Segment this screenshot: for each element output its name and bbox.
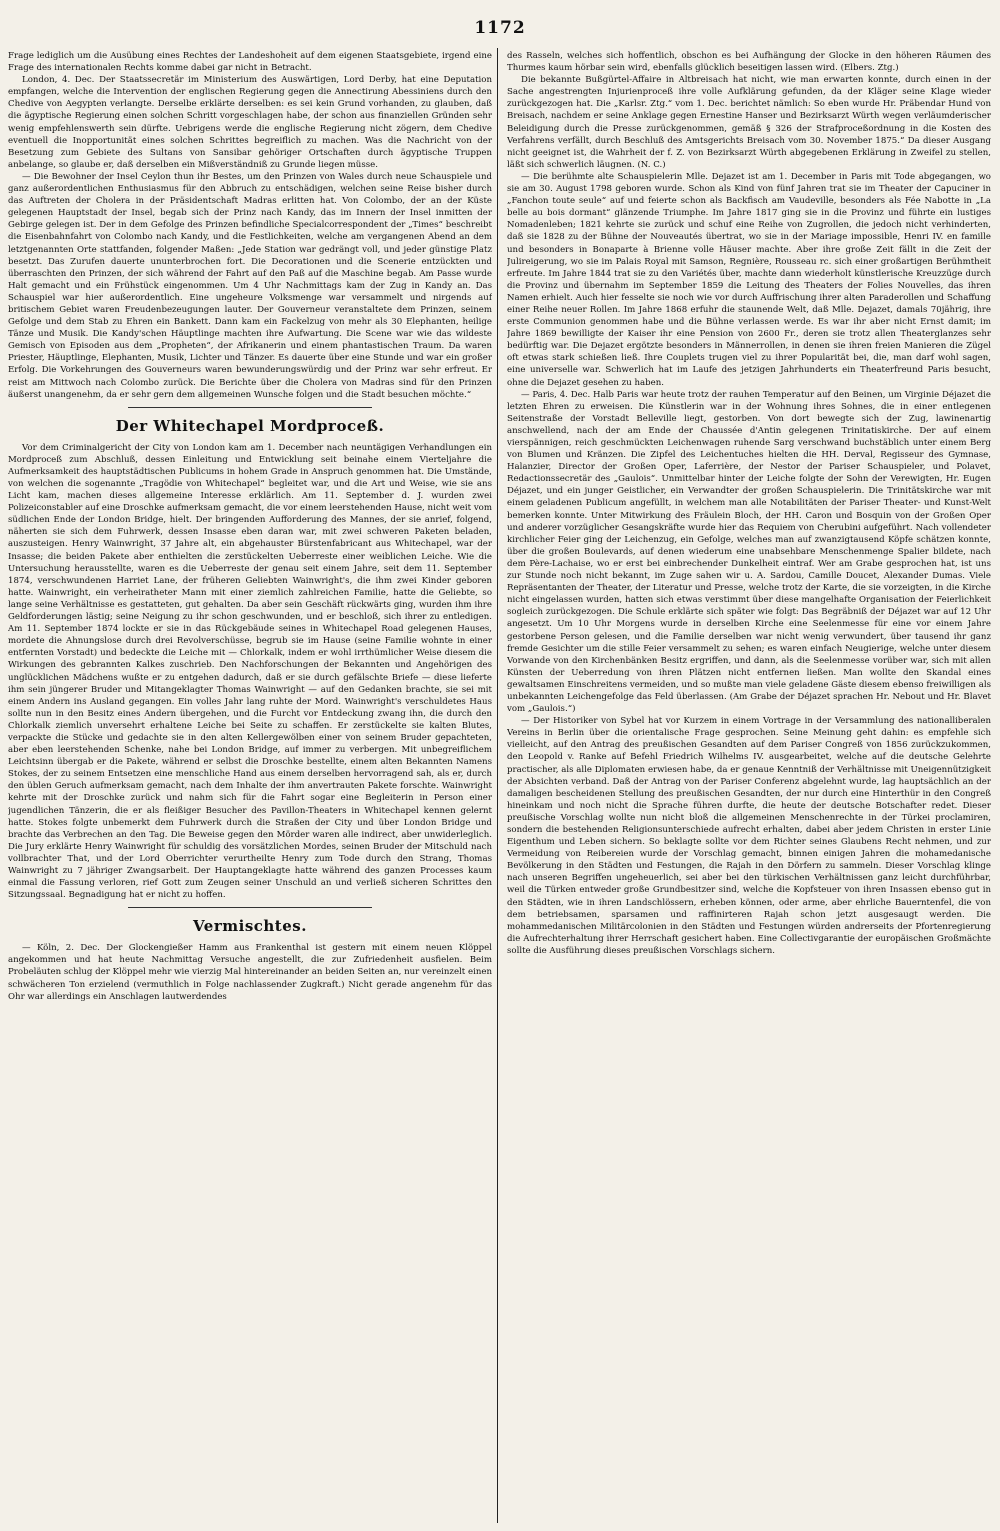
- article-paragraph: — Der Historiker von Sybel hat vor Kurzem in einem Vortrage in der Versammlung des nationalliberalen Vereins in Berlin über die orientalische Frage gesprochen. Seine Meinung geht dahin: es empfehle sich vielleicht, auf den Antrag des preußischen Gesandten auf dem Pariser Congreß von 1856 zurückzukommen, den Leopold v. Ranke auf Befehl Friedrich Wilhelms IV. ausgearbeitet, welche auf die deutsche Gelehrte practischer, als alle Diplomaten erwiesen habe, da er genaue Kenntniß der Verhältnisse mit Uneigennützigkeit der Absichten verband. Daß der Antrag von der Pariser Conferenz abgelehnt wurde, lag hauptsächlich an der damaligen bescheidenen Stellung des preußischen Gesandten, der nur durch eine Hinterthür in den Congreß hineinkam und noch nicht die Sprache führen durfte, die heute der deutsche Botschafter redet. Dieser preußische Vorschlag wollte nun nicht bloß die allgemeinen Menschenrechte in der Türkei proclamiren, sondern die bestehenden Religionsunterschiede aufrecht erhalten, dabei aber jedem Christen in erster Linie Eigenthum und Leben sichern. So beklagte sollte vor dem Richter seines Glaubens Recht nehmen, und zur Vermeidung von Reibereien wurde der Vorschlag gemacht, binnen einigen Jahren die mohamedanische Bevölkerung in den Städten und Festungen, die Rajah in den Dörfern zu sammeln. Dieser Vorschlag klinge nach unseren Begriffen ungeheuerlich, sei aber bei den türkischen Verhältnissen ganz leicht durchführbar, weil die Türken entweder große Grundbesitzer sind, welche die Kopfsteuer von ihren Insassen ebenso gut in den Städten, wie in ihren Landschlössern, erheben können, oder arme, aber ehrliche Bauerntenfel, die von dem betriebsamen, sparsamen und raffinirteren Rajah schon jetzt ausgesaugt werden. Die mohammedanischen Militärcolonien in den Städten und Festungen würden andrerseits der Pfortenregierung die Aufrechterhaltung ihrer Herrschaft gesichert haben. Eine Collectivgarantie der europäischen Großmächte sollte die Ausführung dieses preußischen Vorschlags sichern.: [507, 716, 991, 956]
- article-paragraph: Vor dem Criminalgericht der City von London kam am 1. December nach neuntägigen Verhandlungen ein Mordproceß zum Abschluß, dessen Einleitung und Entwicklung seit beinahe einem Vierteljahre die Aufmerksamkeit des hauptstädtischen Publicums in hohem Grade in Anspruch genommen hat. Die Umstände, von welchen die sogenannte „Tragödie von Whitechapel“ begleitet war, und die Art und Weise, wie sie ans Licht kam, machen dieses allgemeine Interesse erklärlich. Am 11. September d. J. wurden zwei Polizeiconstabler auf eine Droschke aufmerksam gemacht, die vor einem leerstehenden Hause, nicht weit vom südlichen Ende der London Bridge, hielt. Der bringenden Aufforderung des Mannes, der sie anrief, folgend, näherten sie sich dem Fuhrwerk, dessen Insasse eben daran war, mit zwei schweren Paketen beladen, auszusteigen. Henry Wainwright, 37 Jahre alt, ein abgehauster Bürstenfabricant aus Whitechapel, war der Insasse; die beiden Pakete aber enthielten die zerstückelten Ueberreste einer weiblichen Leiche. Wie die Untersuchung herausstellte, waren es die Ueberreste der genau seit einem Jahre, seit dem 11. September 1874, verschwundenen Harriet Lane, der früheren Geliebten Wainwright's, die ihm zwei Kinder geboren hatte. Wainwright, ein verheiratheter Mann mit einer ziemlich zahlreichen Familie, hatte die Geliebte, so lange seine Verhältnisse es gestatteten, gut gehalten. Da aber sein Geschäft rückwärts ging, wurden ihm ihre Geldforderungen lästig; seine Neigung zu ihr schon geschwunden, und er beschloß, sich ihrer zu entledigen. Am 11. September 1874 lockte er sie in das Rückgebäude seines in Whitechapel Road gelegenen Hauses, mordete die Ahnungslose durch drei Revolverschüsse, begrub sie im Hause (seine Familie wohnte in einer entfernten Vorstadt) und bedeckte die Leiche mit — Chlorkalk, indem er wohl irrthümlicher Weise diesem die Wirkungen des gebrannten Kalkes zuschrieb. Den Nachforschungen der Bekannten und Angehörigen des unglücklichen Mädchens wußte er zu entgehen dadurch, daß er sie durch gefälschte Briefe — diese lieferte ihm sein jüngerer Bruder und Mitangeklagter Thomas Wainwright — auf den Gedanken brachte, sie sei mit einem Andern ins Ausland gegangen. Ein volles Jahr lang ruhte der Mord. Wainwright's verschuldetes Haus sollte nun in den Besitz eines Andern übergehen, und die Furcht vor Entdeckung zwang ihn, die durch den Chlorkalk ziemlich unversehrt erhaltene Leiche bei Seite zu schaffen. Er zerstückelte sie kalten Blutes, verpackte die Stücke und gedachte sie in den alten Kellergewölben einer von seinem Bruder gepachteten, aber eben leerstehenden Schenke, nahe bei London Bridge, auf immer zu verbergen. Mit unbegreiflichem Leichtsinn übergab er die Pakete, während er selbst die Droschke bestellte, einem alten Bekannten Namens Stokes, der zu seinem Entsetzen eine menschliche Hand aus einem derselben hervorragend sah, als er, durch den üblen Geruch aufmerksam gemacht, nach dem Inhalte der ihm anvertrauten Pakete forschte. Wainwright kehrte mit der Droschke zurück und nahm sich für die Fahrt sogar eine Begleiterin in Person einer jugendlichen Tänzerin, die er als fleißiger Besucher des Pavillon-Theaters in Whitechapel kennen gelernt hatte. Stokes folgte unbemerkt dem Fuhrwerk durch die Straßen der City und über London Bridge und brachte das Verbrechen an den Tag. Die Beweise gegen den Mörder waren alle indirect, aber unwiderleglich. Die Jury erklärte Henry Wainwright für schuldig des vorsätzlichen Mordes, seinen Bruder der Mitschuld nach vollbrachter That, und der Lord Oberrichter verurtheilte Henry zum Tode durch den Strang, Thomas Wainwright zu 7 jähriger Zwangsarbeit. Der Hauptangeklagte hatte während des ganzen Processes kaum einmal die Fassung verloren, rief Gott zum Zeugen seiner Unschuld an und verließ sicheren Schrittes den Sitzungssaal. Begnadigung hat er nicht zu hoffen.: [8, 442, 492, 901]
- article-paragraph: London, 4. Dec. Der Staatssecretär im Ministerium des Auswärtigen, Lord Derby, hat eine Deputation empfangen, welche die Intervention der englischen Regierung gegen die Annectirung Abessiniens durch den Chedive von Aegypten verlangte. Derselbe erklärte derselben: es sei kein Grund vorhanden, zu glauben, daß die ägyptische Regierung einen solchen Schritt vorgeschlagen habe, der schon aus finanziellen Gründen sehr wenig empfehlenswerth sein dürfte. Uebrigens werde die englische Regierung nicht zögern, dem Chedive eventuell die Inopportunität eines solchen Schrittes begreiflich zu machen. Was die Nachricht von der Besetzung zum Gebiete des Sultans von Sansibar gehöriger Ortschaften durch ägyptische Truppen anbelange, so glaube er, daß derselben ein Mißverständniß zu Grunde liegen müsse.: [8, 75, 492, 170]
- article-paragraph: — Die berühmte alte Schauspielerin Mlle. Dejazet ist am 1. December in Paris mit Tode abgegangen, wo sie am 30. August 1798 geboren wurde. Schon als Kind von fünf Jahren trat sie im Theater der Capuciner in „Fanchon toute seule“ auf und feierte schon als Backfisch am Vaudeville, besonders als Fée Nabotte in „La belle au bois dormant“ glänzende Triumphe. Im Jahre 1817 ging sie in die Provinz und führte ein lustiges Nomadenleben; 1821 kehrte sie zurück und schuf eine Reihe von Zugrollen, die jedoch nicht verhinderten, daß sie 1828 zu der Bühne der Nouveautés übertrat, wo sie in der Mariage impossible, Henri IV. en famille und besonders in Bonaparte à Brienne volle Häuser machte. Aber ihre große Zeit fällt in die Zeit der Julireigerung, wo sie im Palais Royal mit Samson, Regnière, Rousseau rc. sich einer großartigen Berühmtheit erfreute. Im Jahre 1844 trat sie zu den Variétés über, machte dann wiederholt künstlerische Kreuzzüge durch die Provinz und übernahm im September 1859 die Leitung des Theaters der Folies Nouvelles, das ihren Namen erhielt. Auch hier fesselte sie noch wie vor durch Auffrischung ihrer alten Paraderollen und Schaffung einer Reihe neuer Rollen. Im Jahre 1868 erfuhr die staunende Welt, daß Mlle. Dejazet, damals 70jährig, ihre erste Communion genommen habe und die Bühne verlassen werde. Es war ihr aber nicht Ernst damit; im Jahre 1869 bewilligte der Kaiser ihr eine Pension von 2600 Fr., deren sie trotz allen Theaterglanzes sehr bedürftig war. Die Dejazet ergötzte besonders in Männerrollen, in denen sie ihren freien Manieren die Zügel oft etwas stark schießen ließ. Ihre Couplets trugen viel zu ihrer Popularität bei, die, man darf wohl sagen, eine universelle war. Schwerlich hat im Laufe des jetzigen Jahrhunderts ein Theaterfreund Paris besucht, ohne die Dejazet gesehen zu haben.: [507, 171, 991, 388]
- article-paragraph: — Köln, 2. Dec. Der Glockengießer Hamm aus Frankenthal ist gestern mit einem neuen Klöppel angekommen und hat heute Nachmittag Versuche angestellt, die zur Zufriedenheit ausfielen. Beim Probeläuten schlug der Klöppel mehr wie vierzig Mal hintereinander an beiden Seiten an, nur vereinzelt einen schwächeren Ton erzielend (vermuthlich in Folge nachlassender Zugkraft.) Nicht gerade angenehm für das Ohr war allerdings ein Anschlagen lautwerdendes: [8, 943, 492, 1002]
- left-column: [8, 50, 492, 1520]
- article-paragraph: — Die Bewohner der Insel Ceylon thun ihr Bestes, um den Prinzen von Wales durch neue Schauspiele und ganz außerordentlichen Enthusiasmus für den Abbruch zu entschädigen, welchen seine Reise bisher durch das Auftreten der Cholera in der Präsidentschaft Madras erlitten hat. Von Colombo, der an der Küste gelegenen Hauptstadt der Insel, begab sich der Prinz nach Kandy, das im Innern der Insel inmitten der Gebirge gelegen ist. Der in dem Gefolge des Prinzen befindliche Specialcorrespondent der „Times“ beschreibt die Eisenbahnfahrt von Colombo nach Kandy, und die Festlichkeiten, welche am vergangenen Abend an dem letztgenannten Orte stattfanden, folgender Maßen: „Jede Station war gedrängt voll, und jeder günstige Platz besetzt. Das Zurufen dauerte ununterbrochen fort. Die Decorationen und die Scenerie entzückten und überraschten den Prinzen, der sich während der Fahrt auf den Paß auf die Maschine begab. Am Passe wurde Halt gemacht und ein Frühstück eingenommen. Um 4 Uhr Nachmittags kam der Zug in Kandy an. Das Schauspiel war hier außerordentlich. Eine ungeheure Volksmenge war versammelt und nirgends auf britischem Gebiet waren Freudenbezeugungen lauter. Der Gouverneur veranstaltete dem Prinzen, seinem Gefolge und dem Stab zu Ehren ein Bankett. Dann kam ein Fackelzug von mehr als 30 Elephanten, heilige Tänze und Musik. Die Kandy'schen Häuptlinge machten ihre Aufwartung. Die Scene war wie das wildeste Gemisch von Episoden aus dem „Propheten“, der Afrikanerin und einem phantastischen Traum. Da waren Priester, Häuptlinge, Elephanten, Musik, Lichter und Tänzer. Es dauerte über eine Stunde und war ein großer Erfolg. Die Vorkehrungen des Gouverneurs waren bewunderungswürdig und der Prinz war sehr erfreut. Er reist am Mittwoch nach Colombo zurück. Die Berichte über die Cholera von Madras sind für den Prinzen äußerst unangenehm, da er sehr gern dem allgemeinen Wunsche folgen und die Stadt besuchen möchte.“: [8, 171, 492, 400]
- section-divider: [128, 907, 372, 908]
- article-paragraph: des Rasseln, welches sich hoffentlich, obschon es bei Aufhängung der Glocke in den höheren Räumen des Thurmes kaum hörbar sein wird, ebenfalls glücklich beseitigen lassen wird. (Elbers. Ztg.): [507, 51, 991, 74]
- article-paragraph: — Paris, 4. Dec. Halb Paris war heute trotz der rauhen Temperatur auf den Beinen, um Virginie Déjazet die letzten Ehren zu erweisen. Die Künstlerin war in der Wohnung ihres Sohnes, die in einer entlegenen Seitenstraße der Vorstadt Belleville liegt, gestorben. Von dort bewegte sich der Zug, lawinenartig anschwellend, nach der am Ende der Chaussée d'Antin gelegenen Trinitatiskirche. Der auf einem vierspännigen, reich geschmückten Leichenwagen ruhende Sarg verschwand buchstäblich unter einem Berg von Blumen und Kränzen. Die Zipfel des Leichentuches hielten die HH. Derval, Regisseur des Gymnase, Halanzier, Director der Großen Oper, Laferrière, der Nestor der Pariser Schauspieler, und Polavet, Redactionssecretär des „Gaulois“. Unmittelbar hinter der Leiche folgte der Sohn der Verewigten, Hr. Eugen Déjazet, und ein junger Geistlicher, ein Verwandter der großen Schauspielerin. Die Trinitätskirche war mit einem geladenen Publicum angefüllt, in welchem man alle Notabilitäten der Pariser Theater- und Kunst-Welt bemerken konnte. Unter Mitwirkung des Fräulein Bloch, der HH. Caron und Bosquin von der Großen Oper und anderer vorzüglicher Gesangskräfte wurde hier das Requiem von Cherubini aufgeführt. Nach vollendeter kirchlicher Feier ging der Leichenzug, ein Gefolge, welches man auf zwanzigtausend Köpfe schätzen konnte, über die großen Boulevards, auf denen wiederum eine unabsehbare Menschenmenge Spalier bildete, nach dem Père-Lachaise, wo er erst bei einbrechender Dunkelheit eintraf. Wer am Grabe gesprochen hat, ist uns zur Stunde noch nicht bekannt, im Zuge sahen wir u. A. Sardou, Camille Doucet, Alexander Dumas. Viele Repräsentanten der Theater, der Literatur und Presse, welche trotz der Karte, die sie vorzeigten, in die Kirche nicht eingelassen wurden, hatten sich etwas verstimmt über diese mangelhafte Organisation der Feierlichkeit sogleich zurückgezogen. Die Schule erklärte sich später wie folgt: Das Begräbniß der Déjazet war auf 12 Uhr angesetzt. Um 10 Uhr Morgens wurde in derselben Kirche eine Seelenmesse für eine vor einem Jahre gestorbene Person gelesen, und die Familie derselben war nicht wenig verwundert, über tausend ihr ganz fremde Gesichter um die stille Feier versammelt zu sehen; es waren einfach Neugierige, welche unter diesem Vorwande von den Kirchenbänken Besitz ergriffen, und dann, als die Seelenmesse vorüber war, sich mit allen Künsten der Ueberredung von ihren Plätzen nicht entfernen ließen. Man wollte den Skandal eines gewaltsamen Einschreitens vermeiden, und so mußte man viele geladene Gäste diesem ebenso freiwilligen als unbekannten Leichengefolge das Feld überlassen. (Am Grabe der Déjazet sprachen Hr. Nebout und Hr. Blavet vom „Gaulois.“): [507, 389, 991, 715]
- article-paragraph: Die bekannte Bußgürtel-Affaire in Altbreisach hat nicht, wie man erwarten konnte, durch einen in der Sache angestrengten Injurienproceß ihre volle Aufklärung gefunden, da der Kläger seine Klage wieder zurückgezogen hat. Die „Karlsr. Ztg.“ vom 1. Dec. berichtet nämlich: So eben wurde Hr. Präbendar Hund von Breisach, nachdem er seine Anklage gegen Ernestine Hanser und Bezirksarzt Würth wegen verläumderischer Beleidigung durch die Presse zurückgenommen, gemäß § 326 der Strafproceßordnung in die Kosten des Verfahrens verfällt, durch Beschluß des Amtsgerichts Breisach vom 30. November 1875.“ Da dieser Ausgang nicht geeignet ist, die Wahrheit der f. Z. von Bezirksarzt Würth abgegebenen Erklärung in Zweifel zu stellen, läßt sich schwerlich läugnen. (N. C.): [507, 75, 991, 170]
- article-paragraph: Frage lediglich um die Ausübung eines Rechtes der Landeshoheit auf dem eigenen Staatsgebiete, irgend eine Frage des internationalen Rechts komme dabei gar nicht in Betracht.: [8, 51, 492, 74]
- column-divider: [497, 48, 498, 1523]
- section-heading: Vermischtes.: [193, 917, 307, 936]
- section-heading: Der Whitechapel Mordproceß.: [115, 416, 385, 435]
- section-divider: [128, 407, 372, 408]
- page-number: 1172: [474, 18, 526, 38]
- right-column: [507, 50, 991, 1520]
